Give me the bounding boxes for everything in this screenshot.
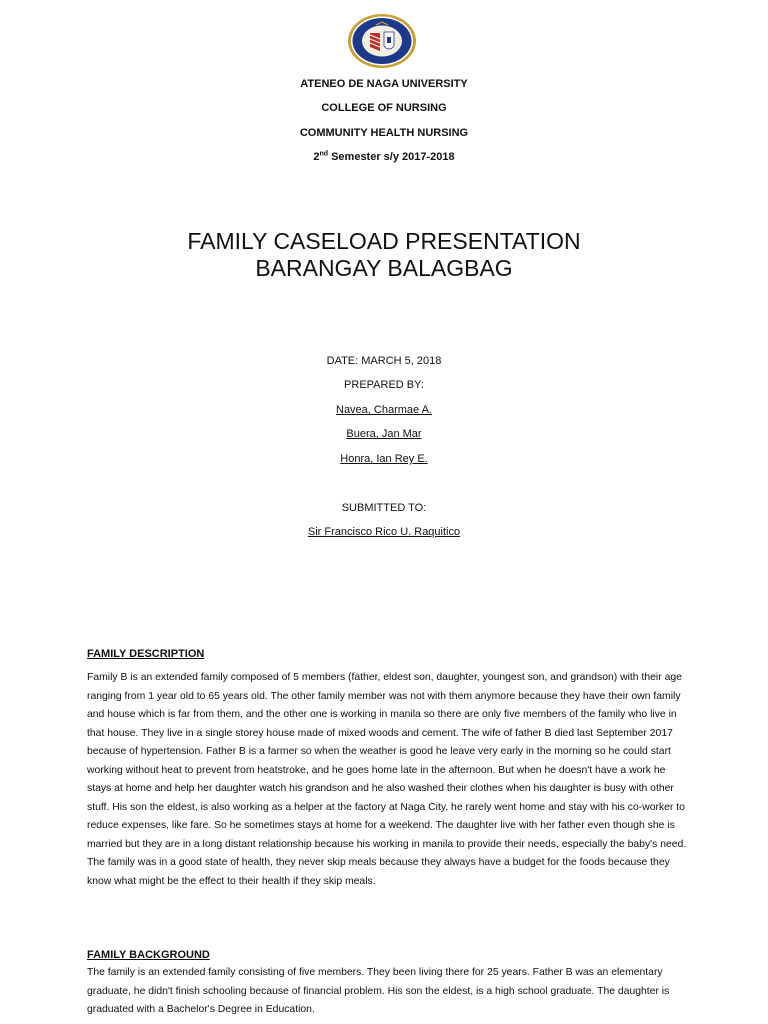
course-name: COMMUNITY HEALTH NURSING	[299, 127, 469, 139]
college-name: COLLEGE OF NURSING	[321, 102, 447, 114]
page-title	[0, 228, 768, 282]
preparer-name: Honra, Ian Rey E.	[340, 453, 428, 465]
semester-number: 2	[313, 151, 320, 163]
date-line: DATE: MARCH 5, 2018	[326, 355, 442, 367]
family-description-heading: FAMILY DESCRIPTION	[87, 648, 205, 660]
preparer-name: Navea, Charmae A.	[336, 404, 432, 416]
family-background-paragraph-1: The family is an extended family consisting of five members. They been living there for 25 years. Father B was an elementary graduate, he didn't finish schooling because of financial problem. His son the eldest, is a high school graduate. The daughter is graduated with a Bachelor's Degree in Education.	[87, 967, 670, 1015]
family-background-heading: FAMILY BACKGROUND	[87, 949, 210, 961]
university-name: ATENEO DE NAGA UNIVERSITY	[300, 78, 468, 90]
preparer-3	[0, 453, 768, 465]
title-line-1: FAMILY CASELOAD PRESENTATION	[187, 228, 581, 254]
family-description-body	[87, 669, 687, 891]
family-background-body	[87, 964, 687, 1020]
family-description-paragraph-2: The family was in a good state of health, they never skip meals because they always have a budget for the foods because they know what might be the effect to their health if they skip meals.	[87, 857, 670, 887]
university-seal-logo	[346, 13, 418, 69]
preparer-1	[0, 404, 768, 416]
prepared-by-label: PREPARED BY:	[344, 379, 424, 391]
submitted-to-name: Sir Francisco Rico U. Raquitico	[307, 526, 461, 538]
semester-line	[0, 151, 768, 163]
preparer-name: Buera, Jan Mar	[346, 428, 422, 440]
preparer-2	[0, 428, 768, 440]
semester-ordinal: nd	[319, 150, 329, 158]
title-line-2: BARANGAY BALAGBAG	[255, 255, 513, 281]
family-description-paragraph-1: Family B is an extended family composed of 5 members (father, eldest son, daughter, youngest son, and grandson) with their age ranging from 1 year old to 65 years old. The other family member was not with them anymore because they have their own family and house which is far from them, and the other one is working in manila so there are only five members of the family who live in that house. They live in a single storey house made of mixed woods and cement. The wife of father B died last September 2017 because of hypertension. Father B is a farmer so when the weather is good he leave very early in the morning so he could start working without heat to prevent from heatstroke, and he goes home late in the afternoon. But when he doesn't have a work he stays at home and help her daughter watch his grandson and he also washed their clothes when his daughter is busy with other stuff. His son the eldest, is also working as a helper at the factory at Naga City, he rarely went home and stay with his co-worker to reduce expenses, like fare. So he sometimes stays at home for a weekend. The daughter live with her father even though she is married but they are in a long distant relationship because his working in manila to provide their needs, especially the baby's need.	[87, 672, 687, 850]
semester-text: Semester s/y 2017-2018	[328, 151, 455, 163]
submitted-to-label: SUBMITTED TO:	[341, 502, 427, 514]
submitted-to-line	[0, 526, 768, 538]
